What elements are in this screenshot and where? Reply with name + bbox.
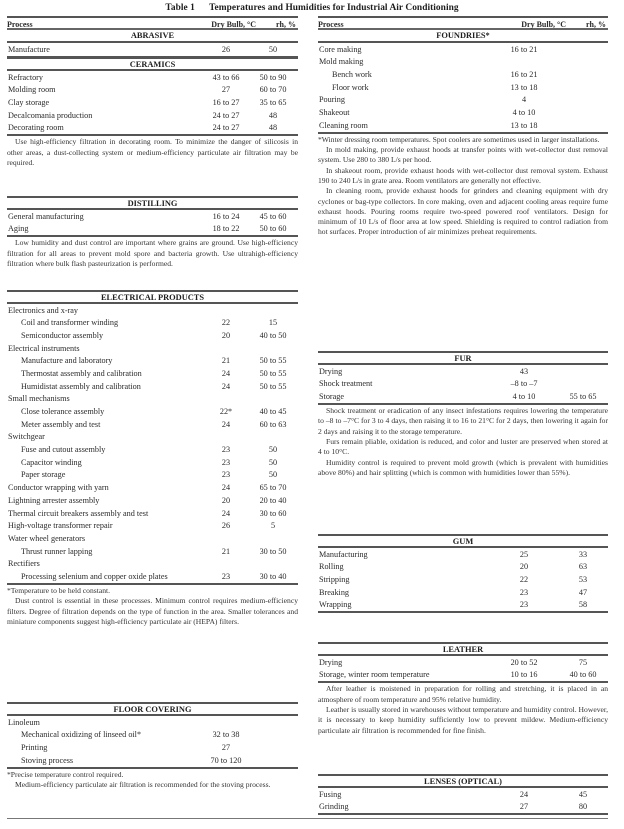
table-row: [7, 210, 298, 223]
cell-dry-bulb: 18 to 22: [212, 224, 240, 234]
cell-rh: 48: [268, 123, 278, 133]
cell-process: Storage: [319, 391, 345, 401]
table-row: [7, 431, 298, 444]
cell-process: Water wheel generators: [8, 533, 86, 543]
table-row: [7, 558, 298, 571]
header-dry-bulb: Dry Bulb, °C: [521, 20, 566, 29]
cell-dry-bulb: 22: [519, 574, 529, 584]
cell-rh: 50 to 90: [259, 72, 287, 82]
note-paragraph: Low humidity and dust control are important where grains are ground. Use high-efficiency filtration for all areas to prevent mold spore and bacteria growth. Use ultrahigh-efficiency filtration where bulk flash pasteurization is performed.: [7, 238, 298, 268]
table-row: [318, 656, 608, 669]
cell-dry-bulb: 20 to 52: [510, 657, 538, 667]
note-paragraph: In cleaning room, provide exhaust hoods for grinders and cleaning equipment with dry cyclones or bag-type collectors. In core making, oven and adjacent cooling areas require fume exhaust hoods. Pouring rooms require two-speed powered roof ventilators. Design for minimum of 10 L/s of floor area at low speed. Shielding is required to control radiation from hot surfaces. Proper introduction of air minimizes preheat requirements.: [318, 186, 608, 237]
cell-process: Floor work: [332, 82, 369, 92]
cell-dry-bulb: 27: [221, 742, 231, 752]
table-row: [7, 494, 298, 507]
cell-process: Linoleum: [8, 717, 40, 727]
cell-process: Thermostat assembly and calibration: [21, 368, 142, 378]
section-heading: ELECTRICAL PRODUCTS: [7, 290, 298, 304]
cell-process: General manufacturing: [8, 211, 84, 221]
table-row: [318, 43, 608, 56]
cell-process: Close tolerance assembly: [21, 407, 105, 416]
table-row: [7, 444, 298, 457]
cell-dry-bulb: –8 to –7: [510, 379, 538, 389]
table-row: [7, 109, 298, 122]
note-paragraph: Medium-efficiency particulate air filtration is recommended for the stoving process.: [15, 780, 271, 790]
cell-process: Coil and transformer winding: [21, 318, 119, 328]
right-column: [318, 16, 608, 812]
cell-rh: 50 to 60: [259, 224, 287, 234]
cell-process: Refractory: [8, 72, 44, 82]
cell-rh: 80: [578, 802, 588, 812]
cell-process: Pouring: [319, 95, 345, 105]
section-ceramics: [7, 57, 298, 168]
table-row: [7, 304, 298, 317]
cell-process: Drying: [319, 657, 343, 667]
cell-process: Drying: [319, 366, 343, 376]
cell-dry-bulb: 20: [221, 495, 231, 505]
table-row: [7, 367, 298, 380]
table-row: [318, 56, 608, 69]
note-paragraph: In mold making, provide exhaust hoods at transfer points with wet-collector dust removal system. Use 280 to 380 L/s per hood.: [318, 145, 608, 165]
section-heading: LENSES (OPTICAL): [318, 774, 608, 788]
cell-rh: 45: [578, 789, 588, 799]
section-electrical-products: [7, 290, 298, 627]
cell-process: Clay storage: [8, 97, 50, 107]
cell-dry-bulb: 13 to 18: [510, 82, 538, 92]
cell-dry-bulb: 13 to 18: [510, 120, 538, 130]
cell-rh: 58: [578, 600, 588, 610]
table-row: [318, 94, 608, 107]
table-row: [318, 81, 608, 94]
cell-process: Capacitor winding: [21, 457, 82, 467]
note-paragraph: Dust control is essential in these processes. Minimum control requires medium-efficiency filters. Degree of filtration depends on the type of function in the area. Smaller tolerances and miniature components suggest high-efficiency particulate air (HEPA) filters.: [7, 596, 298, 627]
column-header: [7, 16, 298, 29]
table-row: [318, 365, 608, 378]
table-row: [7, 456, 298, 469]
cell-dry-bulb: 24: [519, 789, 529, 799]
cell-process: Aging: [8, 224, 29, 234]
cell-dry-bulb: 22: [221, 318, 231, 328]
table-row: [318, 68, 608, 81]
footnote: *Precise temperature control required.: [7, 769, 124, 779]
cell-process: Shakeout: [319, 107, 350, 117]
section-heading: LEATHER: [318, 642, 608, 656]
section-end-rule: [318, 813, 608, 815]
section-fur: [318, 351, 608, 478]
cell-rh: 50: [268, 445, 278, 455]
cell-dry-bulb: 16 to 21: [510, 69, 538, 79]
cell-dry-bulb: 4: [521, 95, 527, 105]
cell-dry-bulb: 24: [221, 483, 231, 493]
cell-dry-bulb: 16 to 24: [212, 211, 240, 221]
cell-rh: 35 to 65: [259, 97, 287, 107]
cell-process: Shock treatment: [319, 379, 373, 389]
cell-process: Grinding: [319, 802, 349, 812]
cell-rh: 60 to 63: [259, 419, 287, 429]
cell-process: Rectifiers: [8, 559, 40, 569]
cell-rh: 50 to 55: [259, 368, 287, 378]
cell-process: Switchgear: [8, 432, 45, 442]
cell-rh: 40 to 60: [569, 670, 597, 680]
section-notes: [7, 136, 298, 168]
section-floor-covering: [7, 702, 298, 790]
table-row: [7, 520, 298, 533]
cell-process: Humidistat assembly and calibration: [21, 381, 141, 391]
cell-dry-bulb: 26: [221, 44, 231, 54]
cell-dry-bulb: 16 to 21: [510, 44, 538, 54]
table-row: [7, 418, 298, 431]
table-row: [7, 96, 298, 109]
cell-dry-bulb: 21: [221, 546, 231, 556]
cell-process: Thrust runner lapping: [21, 546, 93, 556]
table-row: [318, 788, 608, 801]
note-paragraph: Shock treatment or eradication of any insect infestations requires lowering the temperature to –8 to –7°C for 3 to 4 days, then raising it to 16 to 21°C for 2 days, then lowering it again for 2 days and raising it to the storage temperature.: [318, 406, 608, 436]
note-paragraph: In shakeout room, provide exhaust hoods with wet-collector dust removal system. Exhaust 190 to 240 L/s in grate area. Room ventilators are generally not effective.: [318, 165, 608, 185]
note-paragraph: Furs remain pliable, oxidation is reduced, and color and luster are preserved when stored at 4 to 10°C.: [318, 436, 608, 457]
note-paragraph: After leather is moistened in preparation for rolling and stretching, it is placed in an atmosphere of room temperature and 95% relative humidity.: [318, 684, 608, 704]
cell-process: Mechanical oxidizing of linseed oil*: [21, 730, 142, 740]
section-notes: [7, 585, 298, 627]
page-bottom-rule: [7, 818, 608, 819]
section-heading: FLOOR COVERING: [7, 702, 298, 716]
cell-dry-bulb: 23: [221, 457, 231, 467]
cell-dry-bulb: 32 to 38: [212, 730, 240, 740]
table-row: [7, 729, 298, 742]
cell-rh: 33: [578, 549, 588, 559]
cell-dry-bulb: 22*: [219, 407, 233, 416]
cell-process: Lightning arrester assembly: [8, 495, 100, 505]
table-row: [7, 71, 298, 84]
cell-process: Breaking: [319, 587, 350, 597]
cell-dry-bulb: 43 to 66: [212, 72, 240, 82]
section-heading: FOUNDRIES*: [318, 29, 608, 43]
cell-dry-bulb: 24: [221, 419, 231, 429]
note-paragraph: Leather is usually stored in warehouses without temperature and humidity control. However, it is necessary to keep humidity sufficiently low to prevent mildew. Medium-efficiency particulate air filtration is recommended for fine finish.: [318, 704, 608, 735]
section-heading: DISTILLING: [7, 196, 298, 210]
section-notes: [7, 769, 298, 791]
cell-process: Molding room: [8, 85, 56, 95]
cell-process: Wrapping: [319, 600, 352, 610]
cell-process: Bench work: [332, 69, 372, 79]
cell-rh: 30 to 40: [259, 571, 287, 581]
cell-dry-bulb: 23: [221, 470, 231, 480]
cell-process: Fuse and cutout assembly: [21, 445, 106, 455]
cell-dry-bulb: 25: [519, 549, 529, 559]
section-abrasive: [7, 29, 298, 58]
section-end-rule: [318, 611, 608, 613]
cell-process: Cleaning room: [319, 120, 368, 130]
cell-process: Manufacture and laboratory: [21, 356, 113, 366]
cell-dry-bulb: 24: [221, 368, 231, 378]
left-column: [7, 16, 298, 790]
note-paragraph: Use high-efficiency filtration in decorating room. To minimize the danger of silicosis in other areas, a dust-collecting system or medium-efficiency particulate air filtration may be required.: [7, 137, 298, 168]
header-dry-bulb: Dry Bulb, °C: [211, 20, 256, 29]
section-notes: [7, 237, 298, 269]
table-title-text: Temperatures and Humidities for Industrial Air Conditioning: [209, 3, 459, 13]
cell-dry-bulb: 20: [519, 562, 529, 572]
cell-process: High-voltage transformer repair: [8, 521, 113, 531]
section-foundries: [318, 29, 608, 238]
table-row: [318, 599, 608, 612]
cell-process: Electronics and x-ray: [8, 305, 79, 315]
table-row: [318, 548, 608, 561]
section-notes: [318, 405, 608, 478]
table-row: [318, 119, 608, 132]
table-row: [7, 754, 298, 767]
cell-process: Rolling: [319, 562, 344, 572]
section-heading: GUM: [318, 534, 608, 548]
note-paragraph: Humidity control is required to prevent mold growth (which is prevalent with humidities above 80%) and hair splitting (which is common with humidities lower than 55%).: [318, 457, 608, 477]
table-row: [7, 570, 298, 583]
cell-dry-bulb: 24 to 27: [212, 123, 240, 133]
table-row: [318, 669, 608, 682]
cell-process: Meter assembly and test: [21, 419, 101, 429]
cell-dry-bulb: 26: [221, 521, 231, 531]
table-row: [318, 586, 608, 599]
table-number: Table 1: [165, 3, 195, 13]
cell-rh: 60 to 70: [259, 85, 287, 95]
table-row: [7, 482, 298, 495]
cell-dry-bulb: 23: [519, 587, 529, 597]
cell-process: Printing: [21, 742, 48, 752]
cell-dry-bulb: 23: [221, 445, 231, 455]
cell-process: Processing selenium and copper oxide plates: [21, 571, 168, 581]
section-distilling: [7, 196, 298, 269]
cell-process: Conductor wrapping with yarn: [8, 483, 109, 493]
table-row: [7, 716, 298, 729]
header-rh: rh, %: [586, 20, 606, 29]
section-gum: [318, 534, 608, 613]
cell-rh: 63: [578, 562, 588, 572]
cell-dry-bulb: 23: [519, 600, 529, 610]
cell-rh: 50: [268, 44, 278, 54]
cell-process: Decalcomania production: [8, 110, 93, 120]
cell-dry-bulb: 16 to 27: [212, 97, 240, 107]
cell-process: Decorating room: [8, 123, 64, 133]
cell-rh: 65 to 70: [259, 483, 287, 493]
table-title: [0, 4, 624, 13]
table-row: [318, 801, 608, 814]
section-lenses-optical: [318, 774, 608, 815]
cell-process: Thermal circuit breakers assembly and test: [8, 508, 149, 518]
cell-rh: 5: [270, 521, 276, 531]
section-leather: [318, 642, 608, 736]
cell-rh: 50: [268, 457, 278, 467]
cell-process: Manufacture: [8, 44, 50, 54]
table-row: [7, 342, 298, 355]
table-row: [7, 329, 298, 342]
header-process: Process: [318, 20, 344, 29]
table-row: [7, 741, 298, 754]
footnote: *Winter dressing room temperatures. Spot coolers are sometimes used in larger installations.: [318, 134, 600, 144]
table-row: [318, 561, 608, 574]
table-row: [7, 317, 298, 330]
cell-rh: 50 to 55: [259, 381, 287, 391]
cell-rh: 15: [268, 318, 278, 328]
cell-rh: 50: [268, 470, 278, 480]
section-heading: CERAMICS: [7, 57, 298, 71]
cell-process: Paper storage: [21, 470, 66, 480]
cell-dry-bulb: 27: [519, 802, 529, 812]
header-rh: rh, %: [276, 20, 296, 29]
cell-rh: 40 to 45: [259, 407, 287, 416]
cell-rh: 50 to 55: [259, 356, 287, 366]
table-row: [7, 43, 298, 56]
table-row: [318, 106, 608, 119]
cell-process: Small mechanisms: [8, 394, 70, 404]
header-process: Process: [7, 20, 33, 29]
cell-rh: 47: [578, 587, 588, 597]
cell-rh: 20 to 40: [259, 495, 287, 505]
cell-dry-bulb: 27: [221, 85, 231, 95]
table-row: [7, 393, 298, 406]
table-row: [7, 355, 298, 368]
cell-dry-bulb: 70 to 120: [210, 755, 242, 765]
section-notes: [318, 134, 608, 238]
section-heading: FUR: [318, 351, 608, 365]
section-heading: ABRASIVE: [7, 29, 298, 43]
cell-rh: 45 to 60: [259, 211, 287, 221]
cell-dry-bulb: 24: [221, 508, 231, 518]
cell-dry-bulb: 23: [221, 571, 231, 581]
table-row: [318, 390, 608, 403]
cell-rh: 75: [578, 657, 588, 667]
table-row: [7, 223, 298, 236]
cell-rh: 30 to 60: [259, 508, 287, 518]
cell-process: Storage, winter room temperature: [319, 670, 430, 680]
cell-dry-bulb: 4 to 10: [512, 107, 536, 117]
table-row: [7, 507, 298, 520]
section-notes: [318, 683, 608, 735]
cell-process: Electrical instruments: [8, 343, 80, 353]
table-row: [7, 545, 298, 558]
cell-dry-bulb: 24 to 27: [212, 110, 240, 120]
cell-rh: 40 to 50: [259, 330, 287, 340]
cell-dry-bulb: 43: [519, 366, 529, 376]
cell-process: Mold making: [319, 57, 364, 67]
table-row: [7, 532, 298, 545]
table-row: [318, 378, 608, 391]
cell-rh: 30 to 50: [259, 546, 287, 556]
table-row: [7, 406, 298, 419]
cell-rh: 53: [578, 574, 588, 584]
column-header: [318, 16, 608, 29]
table-row: [7, 84, 298, 97]
table-row: [7, 469, 298, 482]
cell-process: Stoving process: [21, 755, 74, 765]
table-row: [7, 380, 298, 393]
cell-dry-bulb: 10 to 16: [510, 670, 538, 680]
cell-process: Fusing: [319, 789, 342, 799]
cell-dry-bulb: 24: [221, 381, 231, 391]
cell-process: Manufacturing: [319, 549, 368, 559]
cell-process: Core making: [319, 44, 362, 54]
table-row: [318, 573, 608, 586]
cell-process: Stripping: [319, 574, 350, 584]
footnote: *Temperature to be held constant.: [7, 586, 111, 596]
cell-dry-bulb: 21: [221, 356, 231, 366]
cell-dry-bulb: 20: [221, 330, 231, 340]
cell-process: Semiconductor assembly: [21, 330, 104, 340]
cell-dry-bulb: 4 to 10: [512, 391, 536, 401]
cell-rh: 55 to 65: [569, 391, 597, 401]
cell-rh: 48: [268, 110, 278, 120]
table-row: [7, 122, 298, 135]
